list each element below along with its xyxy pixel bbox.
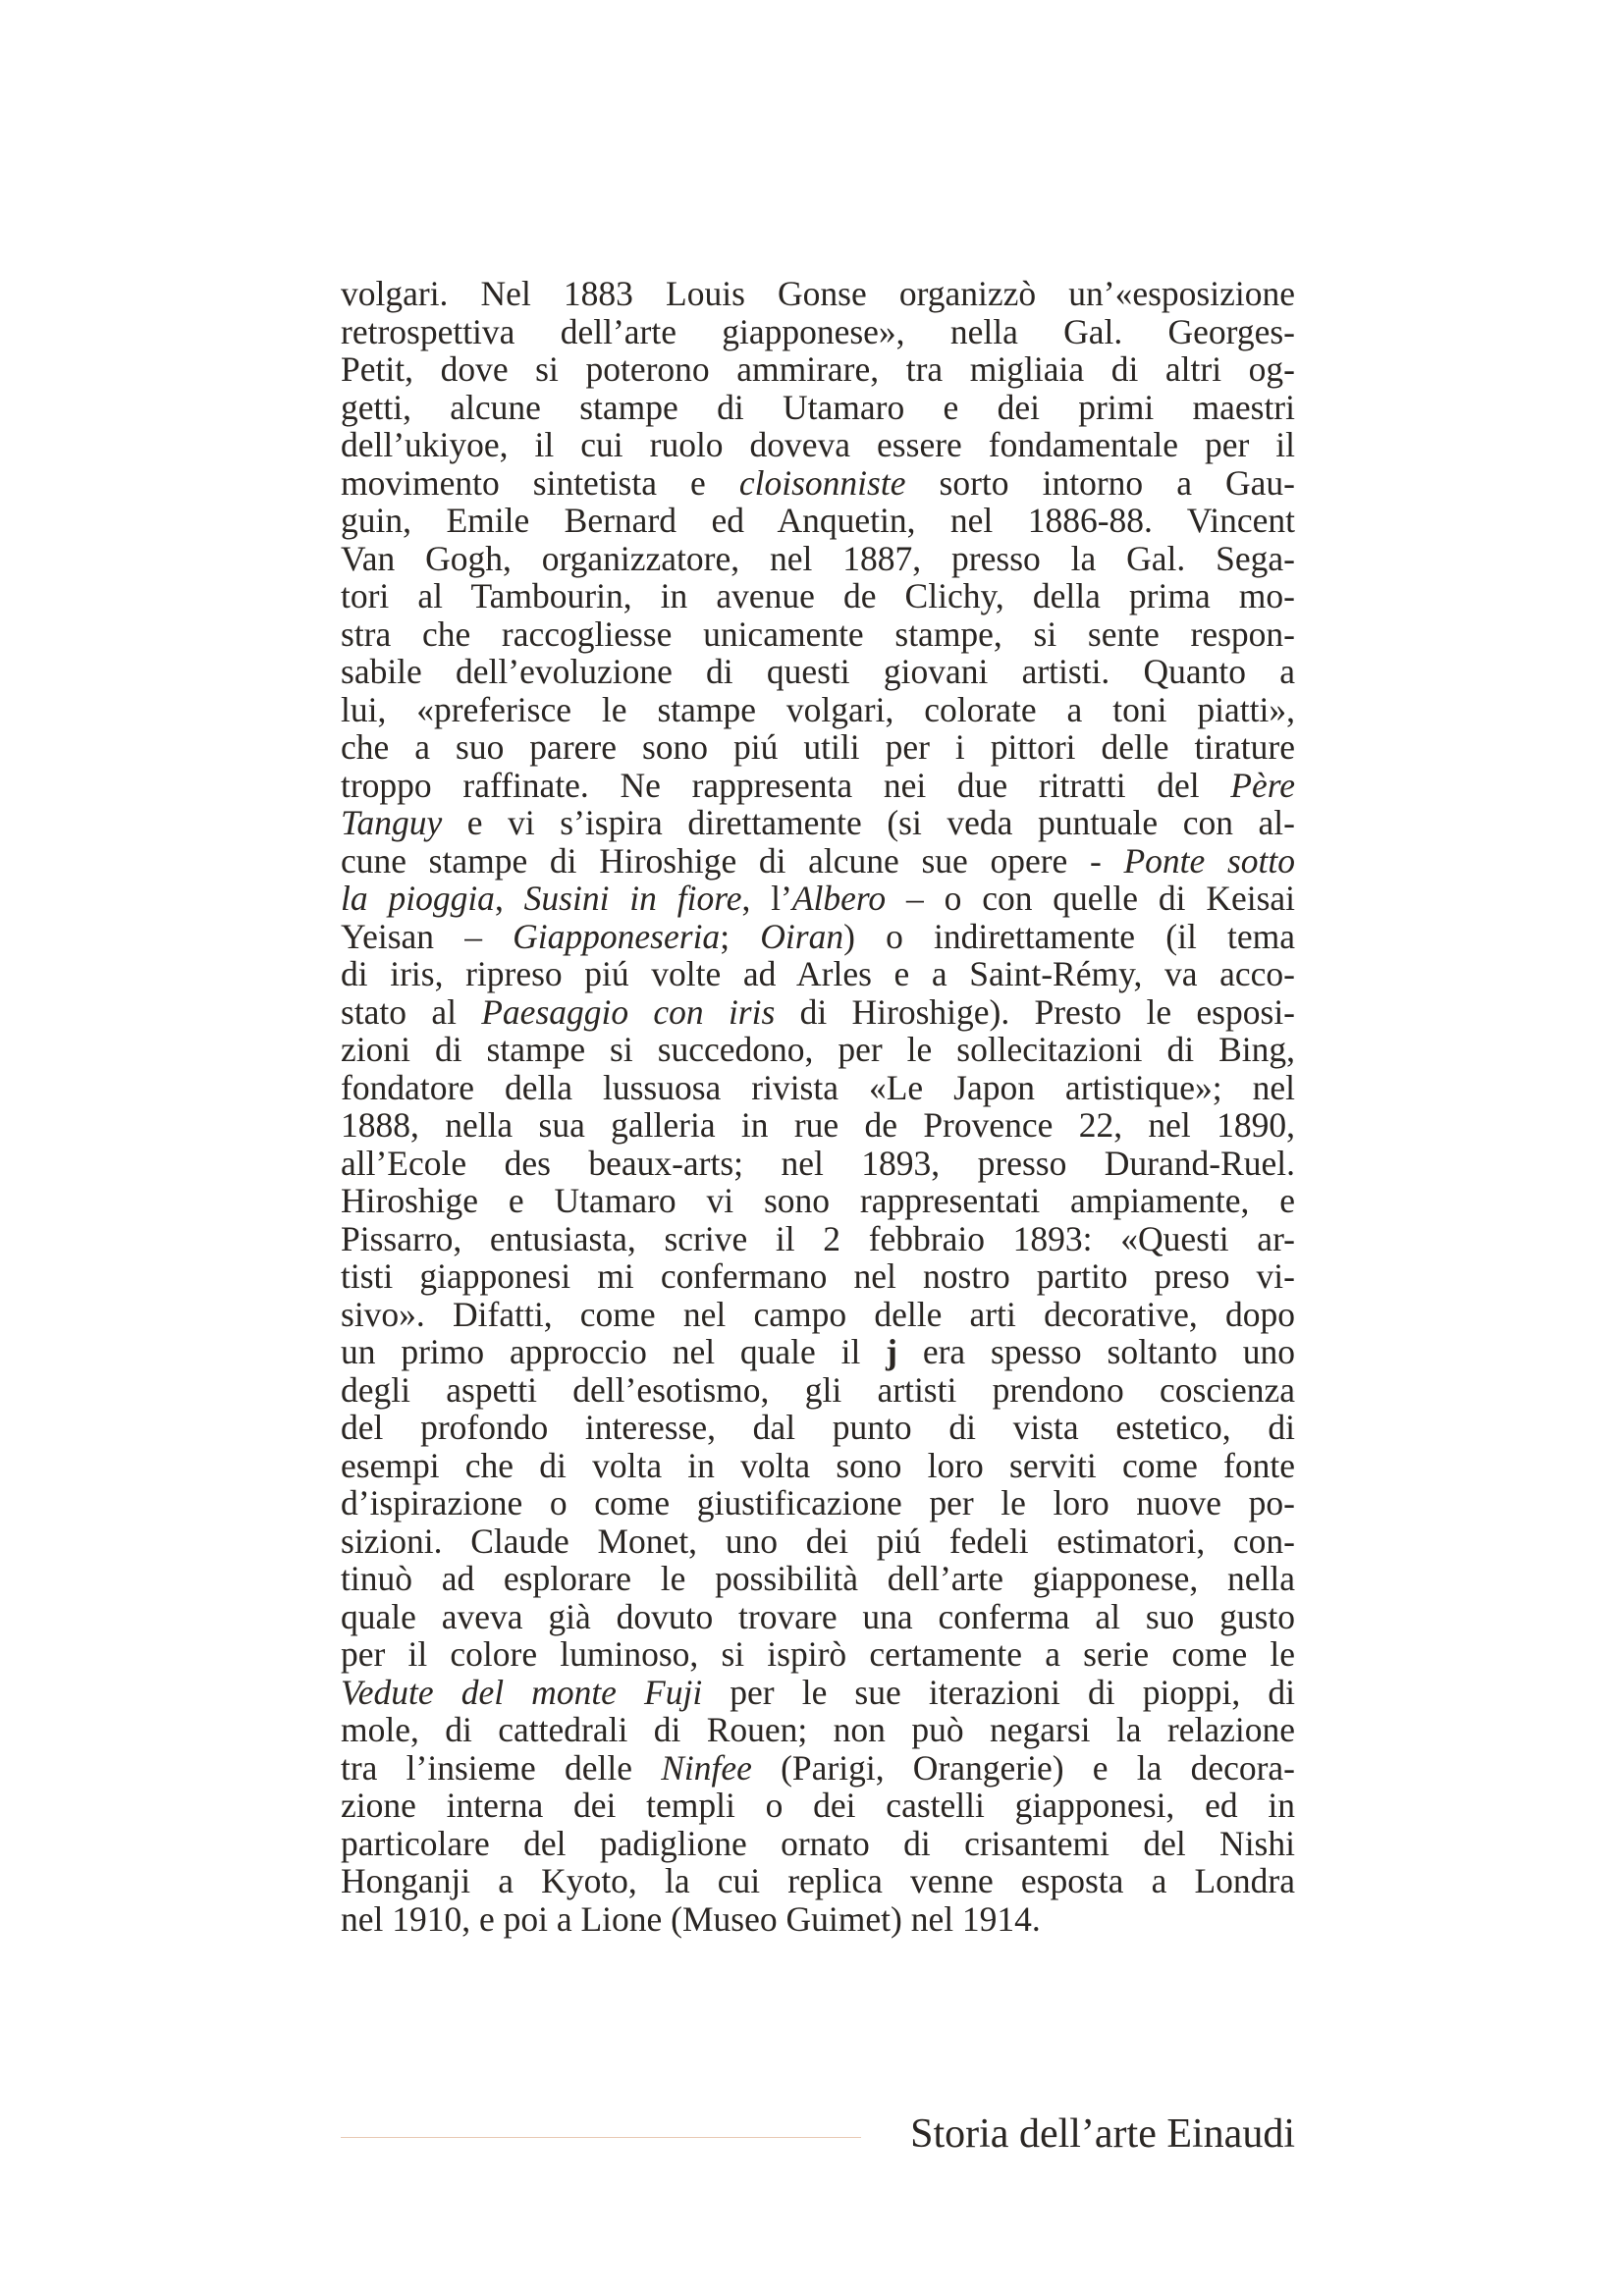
text-span: tinuò ad esplorare le possibilità dell’arte giapponese, nella bbox=[341, 1559, 1295, 1598]
text-line bbox=[341, 1106, 1295, 1145]
text-line bbox=[341, 767, 1295, 805]
text-span: degli aspetti dell’esotismo, gli artisti prendono coscienza bbox=[341, 1369, 1295, 1410]
text-span: , bbox=[494, 879, 524, 918]
text-span: sabile dell’evoluzione di questi giovani artisti. Quanto a bbox=[341, 652, 1295, 691]
text-line bbox=[341, 615, 1295, 654]
text-span: all’Ecole des beaux-arts; nel 1893, presso Durand-Ruel. bbox=[341, 1143, 1295, 1183]
text-span: retrospettiva dell’arte giapponese», nella Gal. Georges- bbox=[341, 311, 1295, 351]
text-line bbox=[341, 540, 1295, 578]
text-line bbox=[341, 1257, 1295, 1296]
text-span: di Hiroshige). Presto le esposi- bbox=[775, 991, 1296, 1032]
text-line bbox=[341, 653, 1295, 691]
italic-span: Tanguy bbox=[341, 803, 443, 842]
text-span: volgari. Nel 1883 Louis Gonse organizzò un’«esposizione bbox=[341, 274, 1295, 313]
text-line bbox=[341, 1598, 1295, 1636]
text-span: stato al bbox=[341, 991, 482, 1032]
text-span: zione interna dei templi o dei castelli giapponesi, ed in bbox=[341, 1786, 1295, 1825]
text-span: nel 1910, e poi a Lione (Museo Guimet) nel 1914. bbox=[341, 1898, 1041, 1939]
italic-span: cloisonniste bbox=[738, 462, 906, 503]
text-line bbox=[341, 1296, 1295, 1334]
text-line bbox=[341, 1069, 1295, 1107]
text-line bbox=[341, 1409, 1295, 1447]
italic-span: la pioggia bbox=[341, 879, 495, 918]
text-line bbox=[341, 1862, 1295, 1900]
text-line bbox=[341, 955, 1295, 993]
text-span: (Parigi, Orangerie) e la decora- bbox=[751, 1747, 1295, 1788]
text-span: tori al Tambourin, in avenue de Clichy, della prima mo- bbox=[341, 576, 1295, 615]
text-line bbox=[341, 918, 1295, 956]
text-span: mole, di cattedrali di Rouen; non può negarsi la relazione bbox=[341, 1710, 1295, 1749]
text-line bbox=[341, 502, 1295, 540]
text-span: tra l’insieme delle bbox=[341, 1747, 662, 1788]
text-span: esempi che di volta in volta sono loro serviti come fonte bbox=[341, 1445, 1295, 1485]
text-span: Hiroshige e Utamaro vi sono rappresentati ampiamente, e bbox=[341, 1181, 1295, 1220]
text-span: , l’ bbox=[741, 879, 792, 918]
text-line bbox=[341, 1825, 1295, 1863]
text-line bbox=[341, 993, 1295, 1032]
text-span: 1888, nella sua galleria in rue de Provence 22, nel 1890, bbox=[341, 1105, 1295, 1145]
text-line bbox=[341, 880, 1295, 918]
text-line bbox=[341, 1635, 1295, 1674]
footer-title: Storia dell’arte Einaudi bbox=[910, 2111, 1295, 2157]
text-span: un primo approccio nel quale il bbox=[341, 1332, 887, 1371]
text-span: Honganji a Kyoto, la cui replica venne esposta a Londra bbox=[341, 1861, 1295, 1900]
text-span: sorto intorno a Gau- bbox=[905, 462, 1295, 503]
body-paragraph bbox=[341, 275, 1295, 1938]
text-line bbox=[341, 313, 1295, 351]
text-line bbox=[341, 1674, 1295, 1712]
italic-span: Père bbox=[1230, 765, 1295, 805]
text-line bbox=[341, 691, 1295, 729]
text-span: Van Gogh, organizzatore, nel 1887, presso la Gal. Sega- bbox=[341, 538, 1295, 578]
text-line bbox=[341, 1031, 1295, 1069]
text-span: fondatore della lussuosa rivista «Le Japon artistique»; nel bbox=[341, 1067, 1295, 1107]
text-line bbox=[341, 1522, 1295, 1561]
italic-span: Ninfee bbox=[661, 1747, 752, 1788]
text-line bbox=[341, 350, 1295, 389]
text-line bbox=[341, 426, 1295, 464]
text-span: di iris, ripreso piú volte ad Arles e a Saint-Rémy, va acco- bbox=[341, 954, 1295, 993]
text-span: ) o indirettamente (il tema bbox=[843, 916, 1295, 956]
text-span: Pissarro, entusiasta, scrive il 2 febbraio 1893: «Questi ar- bbox=[341, 1218, 1295, 1258]
text-line bbox=[341, 577, 1295, 615]
text-line bbox=[341, 728, 1295, 767]
text-span: era spesso soltanto uno bbox=[897, 1332, 1295, 1371]
footer-rule bbox=[341, 2137, 861, 2138]
text-line bbox=[341, 1484, 1295, 1522]
text-span: Petit, dove si poterono ammirare, tra migliaia di altri og- bbox=[341, 349, 1295, 389]
text-span: sivo». Difatti, come nel campo delle arti decorative, dopo bbox=[341, 1294, 1295, 1334]
text-span: guin, Emile Bernard ed Anquetin, nel 1886-88. Vincent bbox=[341, 501, 1295, 540]
text-span: e vi s’ispira direttamente (si veda puntuale con al- bbox=[442, 803, 1295, 842]
text-span: Yeisan – bbox=[341, 916, 514, 956]
text-line bbox=[341, 842, 1295, 881]
text-span: tisti giapponesi mi confermano nel nostro partito preso vi- bbox=[341, 1256, 1295, 1296]
text-line bbox=[341, 1711, 1295, 1749]
text-span: – o con quelle di Keisai bbox=[886, 879, 1296, 918]
text-line bbox=[341, 1787, 1295, 1825]
text-line bbox=[341, 1333, 1295, 1371]
text-span: ; bbox=[720, 916, 761, 956]
text-span: che a suo parere sono piú utili per i pittori delle tirature bbox=[341, 727, 1295, 767]
text-span: per le sue iterazioni di pioppi, di bbox=[702, 1672, 1295, 1712]
text-span: dell’ukiyoe, il cui ruolo doveva essere fondamentale per il bbox=[341, 425, 1295, 464]
text-span: troppo raffinate. Ne rappresenta nei due ritratti del bbox=[341, 765, 1231, 805]
text-span: getti, alcune stampe di Utamaro e dei primi maestri bbox=[341, 387, 1295, 427]
italic-span: Albero bbox=[791, 879, 887, 918]
italic-span: Paesaggio con iris bbox=[481, 991, 776, 1032]
text-span: particolare del padiglione ornato di crisantemi del Nishi bbox=[341, 1823, 1295, 1863]
text-line bbox=[341, 464, 1295, 503]
text-span: del profondo interesse, dal punto di vista estetico, di bbox=[341, 1408, 1295, 1447]
italic-span: Vedute del monte Fuji bbox=[341, 1672, 703, 1712]
text-line bbox=[341, 1182, 1295, 1220]
text-span: cune stampe di Hiroshige di alcune sue opere - bbox=[341, 840, 1124, 881]
text-line bbox=[341, 804, 1295, 842]
italic-span: Susini in fiore bbox=[523, 879, 742, 918]
italic-span: Oiran bbox=[760, 916, 844, 956]
text-line bbox=[341, 389, 1295, 427]
text-span: quale aveva già dovuto trovare una conferma al suo gusto bbox=[341, 1596, 1295, 1636]
text-line bbox=[341, 1371, 1295, 1410]
text-line bbox=[341, 1220, 1295, 1258]
italic-span: Ponte sotto bbox=[1123, 840, 1295, 881]
text-span: d’ispirazione o come giustificazione per le loro nuove po- bbox=[341, 1483, 1295, 1522]
text-line bbox=[341, 1749, 1295, 1788]
text-line bbox=[341, 1145, 1295, 1183]
bold-span: j bbox=[886, 1332, 897, 1371]
text-line bbox=[341, 1447, 1295, 1485]
text-span: sizioni. Claude Monet, uno dei piú fedeli estimatori, con- bbox=[341, 1521, 1295, 1561]
italic-span: Giapponeseria bbox=[513, 916, 721, 956]
text-span: movimento sintetista e bbox=[341, 462, 739, 503]
text-span: per il colore luminoso, si ispirò certamente a serie come le bbox=[341, 1634, 1295, 1674]
text-span: stra che raccogliesse unicamente stampe, si sente respon- bbox=[341, 614, 1295, 654]
text-line bbox=[341, 275, 1295, 313]
text-span: lui, «preferisce le stampe volgari, colorate a toni piatti», bbox=[341, 689, 1295, 729]
text-span: zioni di stampe si succedono, per le sollecitazioni di Bing, bbox=[341, 1030, 1295, 1069]
text-line bbox=[341, 1560, 1295, 1598]
text-line bbox=[341, 1900, 1295, 1939]
